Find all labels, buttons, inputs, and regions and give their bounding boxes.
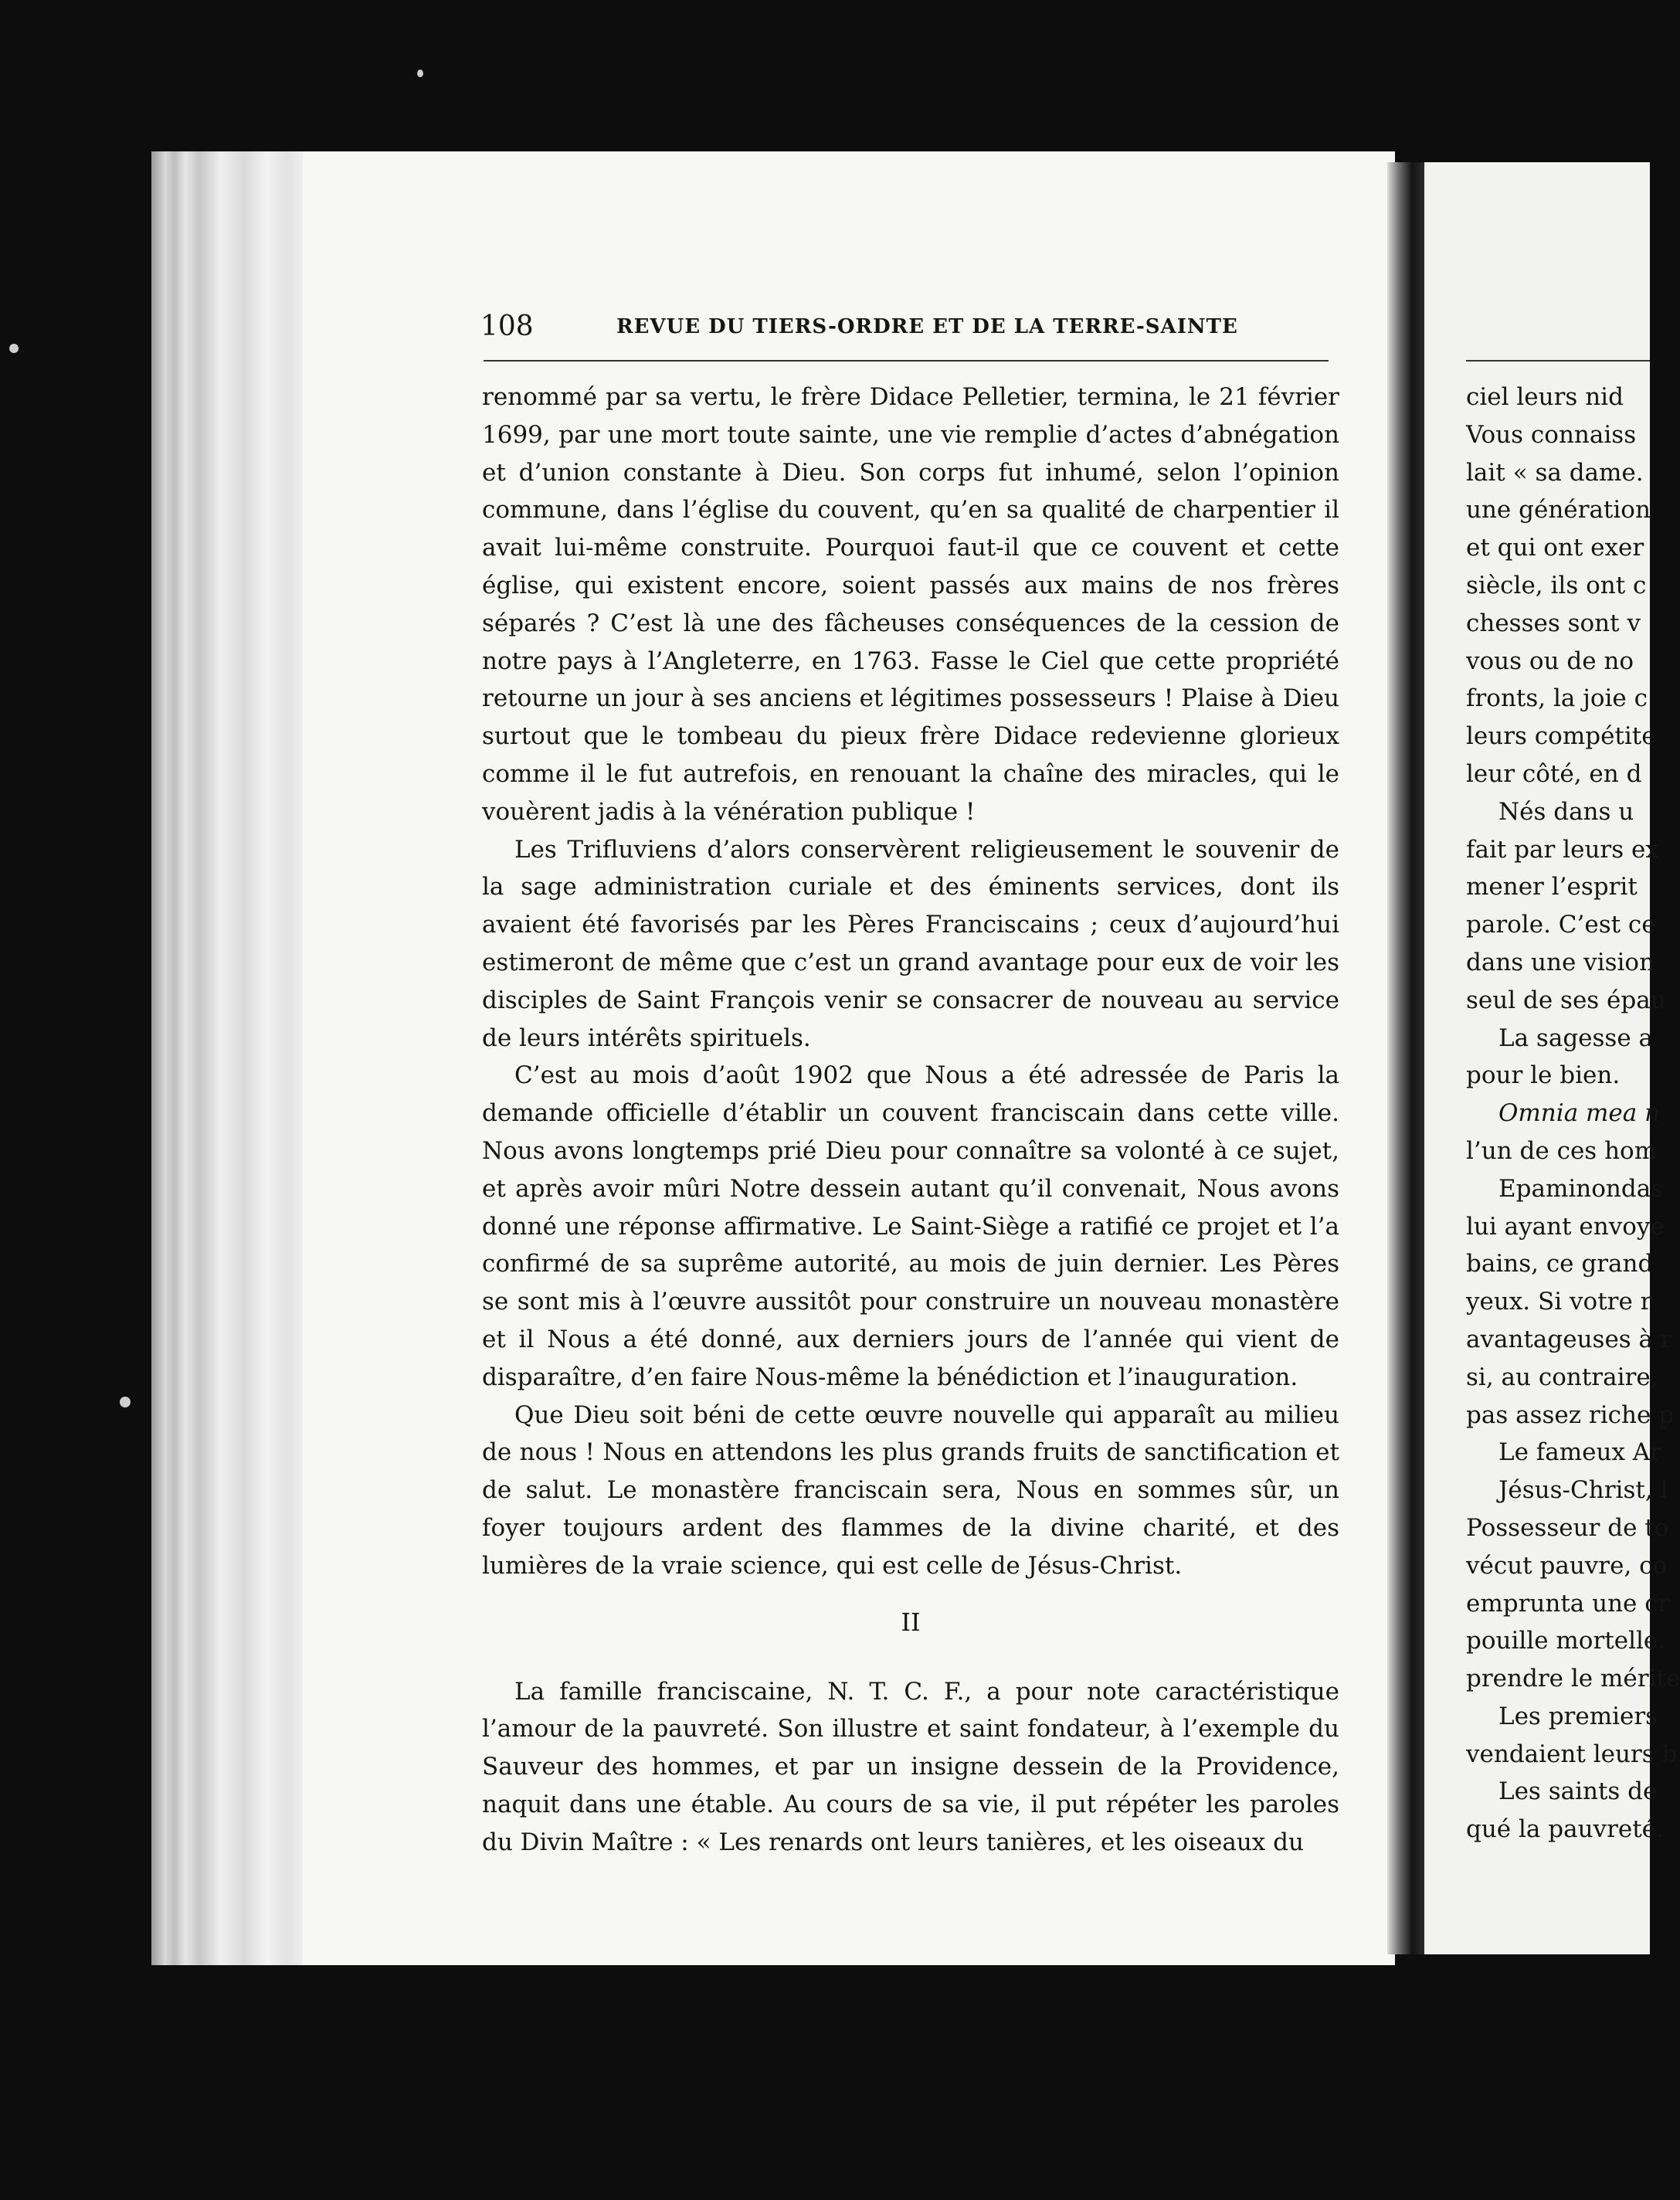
facing-page-line: pour le bien. <box>1466 1061 1621 1090</box>
facing-page-line: Possesseur de to <box>1466 1513 1669 1542</box>
facing-page-line: Vous connaiss <box>1466 420 1637 449</box>
facing-page-line: avantageuses à r <box>1466 1325 1672 1353</box>
running-title: REVUE DU TIERS-ORDRE ET DE LA TERRE-SAINTE <box>616 315 1238 338</box>
body-text <box>482 379 1339 1861</box>
facing-page-line: fait par leurs ex <box>1466 835 1659 864</box>
book-gutter <box>1387 162 1424 1954</box>
facing-page-line: si, au contraire, <box>1466 1363 1658 1391</box>
facing-page-line: Le fameux Ar <box>1498 1438 1661 1467</box>
facing-page-line: parole. C’est ce <box>1466 911 1656 939</box>
facing-page-line: lait « sa dame. <box>1466 458 1644 487</box>
facing-page-line: seul de ses épau <box>1466 986 1666 1014</box>
facing-page-line: pouille mortelle. <box>1466 1627 1666 1655</box>
section-heading: II <box>901 1607 921 1637</box>
facing-page-line: ciel leurs nid <box>1466 383 1624 411</box>
facing-page-line: Les saints de <box>1498 1777 1658 1806</box>
facing-page-line: prendre le mérite <box>1466 1665 1680 1693</box>
facing-page-line: qué la pauvreté. <box>1466 1815 1664 1844</box>
facing-page-line: mener l’esprit <box>1466 873 1638 901</box>
facing-page-line: leur côté, en d <box>1466 759 1642 788</box>
dust-speck <box>417 70 423 77</box>
facing-page-line: dans une vision <box>1466 948 1655 976</box>
page-edge-stack <box>151 151 314 1965</box>
facing-page-line: siècle, ils ont c <box>1466 571 1647 599</box>
page-number: 108 <box>480 311 534 342</box>
facing-page-line: lui ayant envoye <box>1466 1212 1665 1241</box>
facing-page-line: Nés dans u <box>1498 797 1634 826</box>
facing-page-line: Epaminondas <box>1498 1174 1664 1203</box>
running-header <box>480 311 1329 342</box>
facing-header-rule <box>1466 360 1650 362</box>
facing-page-line: La sagesse a <box>1498 1024 1654 1052</box>
paragraph: C’est au mois d’août 1902 que Nous a été adressée de Paris la demande officielle d’établir un couvent franciscain dans cette ville. Nous avons longtemps prié Dieu pour connaître sa volonté à ce sujet, et après avoir mûri Notre dessein autant qu’il convenait, Nous avons donné une réponse affirmative. Le Saint-Siège a ratifié ce projet et l’a confirmé de sa suprême autorité, au mois de juin dernier. Les Pères se sont mis à l’œuvre aussitôt pour construire un nouveau monastère et il Nous a été donné, aux derniers jours de l’année qui vient de disparaître, d’en faire Nous-même la bénédiction et l’inauguration. <box>482 1061 1339 1391</box>
facing-page-text <box>1466 379 1680 1849</box>
paragraph: Les Trifluviens d’alors conservèrent religieusement le souvenir de la sage administration curiale et des éminents services, dont ils avaient été favorisés par les Pères Franciscains ; ceux d’aujourd’hui estimeront de même que c’est un grand avantage pour eux de voir les disciples de Saint François venir se consacrer de nouveau au service de leurs intérêts spirituels. <box>482 835 1339 1052</box>
facing-page-line: Les premiers <box>1498 1702 1658 1730</box>
facing-page-line: vendaient leurs b <box>1466 1740 1678 1768</box>
facing-page-line: vécut pauvre, co <box>1466 1551 1668 1580</box>
paragraph: Que Dieu soit béni de cette œuvre nouvelle qui apparaît au milieu de nous ! Nous en attendons les plus grands fruits de sanctification et de salut. Le monastère franciscain sera, Nous en sommes sûr, un foyer toujours ardent des flammes de la divine charité, et des lumières de la vraie science, qui est celle de Jésus-Christ. <box>482 1400 1339 1580</box>
facing-page-line: emprunta une cr <box>1466 1589 1670 1618</box>
paragraph: renommé par sa vertu, le frère Didace Pelletier, termina, le 21 février 1699, par une mort toute sainte, une vie remplie d’actes d’abnégation et d’union constante à Dieu. Son corps fut inhumé, selon l’opinion commune, dans l’église du couvent, qu’en sa qualité de charpentier il avait lui-même construite. Pourquoi faut-il que ce couvent et cette église, qui existent encore, soient passés aux mains de nos frères séparés ? C’est là une des fâcheuses conséquences de la cession de notre pays à l’Angleterre, en 1763. Fasse le Ciel que cette propriété retourne un jour à ses anciens et légitimes possesseurs ! Plaise à Dieu surtout que le tombeau du pieux frère Didace redevienne glorieux comme il le fut autrefois, en renouant la chaîne des miracles, qui le vouèrent jadis à la vénération publique ! <box>482 383 1339 826</box>
facing-page-line: chesses sont v <box>1466 609 1641 637</box>
facing-page-line: pas assez riche p <box>1466 1400 1675 1429</box>
facing-page-line: et qui ont exer <box>1466 534 1644 562</box>
facing-page-line: vous ou de no <box>1466 647 1634 675</box>
facing-page-line: une génération <box>1466 496 1651 525</box>
facing-page-line: yeux. Si votre r <box>1466 1288 1652 1316</box>
facing-page-line: bains, ce grand <box>1466 1250 1654 1278</box>
facing-page-line: fronts, la joie c <box>1466 684 1648 713</box>
facing-page-line: Omnia mea n <box>1498 1099 1661 1128</box>
facing-page-line: Jésus-Christ, l <box>1498 1476 1668 1505</box>
dust-speck <box>9 344 19 353</box>
paragraph: La famille franciscaine, N. T. C. F., a pour note caractéristique l’amour de la pauvreté. Son illustre et saint fondateur, à l’exemple du Sauveur des hommes, et par un insigne dessein de la Providence, naquit dans une étable. Au cours de sa vie, il put répéter les paroles du Divin Maître : « Les renards ont leurs tanières, et les oiseaux du <box>482 1677 1339 1856</box>
header-rule <box>484 360 1329 362</box>
facing-page-line: l’un de ces hom <box>1466 1136 1658 1165</box>
facing-page-line: leurs compétite <box>1466 722 1656 751</box>
dust-speck <box>120 1397 131 1407</box>
